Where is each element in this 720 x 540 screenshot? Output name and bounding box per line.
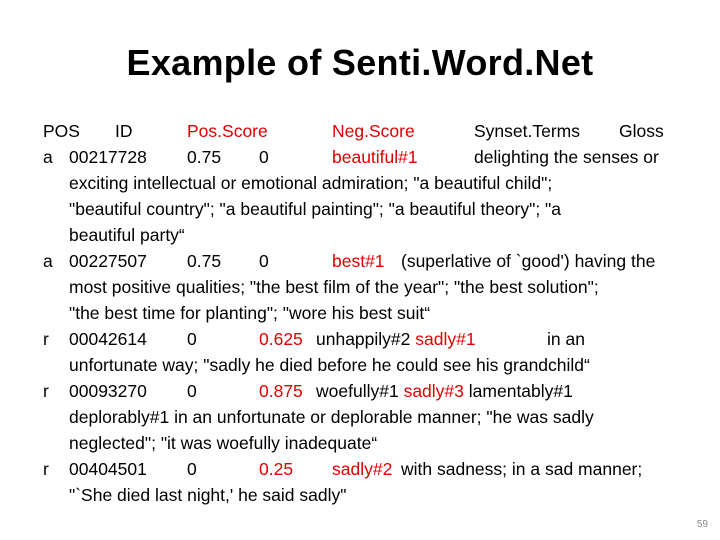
entry-id: 00093270 bbox=[69, 381, 147, 401]
entry-terms: best#1 bbox=[332, 251, 385, 271]
header-id: ID bbox=[115, 121, 133, 141]
entry-pos-score: 0 bbox=[187, 381, 197, 401]
entry-row bbox=[43, 456, 693, 482]
gloss-line: exciting intellectual or emotional admiration; "a beautiful child"; bbox=[69, 173, 553, 193]
entry-gloss-start: delighting the senses or bbox=[474, 147, 659, 167]
header-synset-terms: Synset.Terms bbox=[474, 121, 580, 141]
gloss-line: "beautiful country"; "a beautiful painting"; "a beautiful theory"; "a bbox=[69, 199, 561, 219]
entry-row bbox=[43, 378, 693, 404]
entry-pos: a bbox=[43, 147, 53, 167]
entry-gloss-start: in an bbox=[547, 329, 585, 349]
slide-title: Example of Senti.Word.Net bbox=[126, 42, 594, 83]
gloss-line: most positive qualities; "the best film of the year"; "the best solution"; bbox=[69, 277, 599, 297]
header-row bbox=[43, 118, 693, 144]
entry-gloss-start: (superlative of `good') having the bbox=[401, 251, 656, 271]
gloss-line: deplorably#1 in an unfortunate or deplorable manner; "he was sadly bbox=[69, 407, 594, 427]
entry-neg-score: 0 bbox=[259, 147, 269, 167]
entry-id: 00042614 bbox=[69, 329, 147, 349]
entry-id: 00217728 bbox=[69, 147, 147, 167]
entry-id: 00227507 bbox=[69, 251, 147, 271]
entry-row bbox=[43, 326, 693, 352]
entry-terms: beautiful#1 bbox=[332, 147, 418, 167]
entry-neg-score: 0.875 bbox=[259, 381, 303, 401]
entry-neg-score: 0.25 bbox=[259, 459, 294, 479]
header-neg-score: Neg.Score bbox=[332, 121, 415, 141]
header-gloss: Gloss bbox=[619, 121, 664, 141]
entry-pos-score: 0.75 bbox=[187, 147, 222, 167]
entry-pos-score: 0.75 bbox=[187, 251, 222, 271]
entry-terms: woefully#1 sadly#3 lamentably#1 bbox=[316, 381, 573, 401]
gloss-line: neglected"; "it was woefully inadequate“ bbox=[69, 433, 378, 453]
header-pos-score: Pos.Score bbox=[187, 121, 268, 141]
header-pos: POS bbox=[43, 121, 80, 141]
entry-terms: sadly#2 bbox=[332, 459, 393, 479]
entry-pos: a bbox=[43, 251, 53, 271]
entry-pos: r bbox=[43, 329, 49, 349]
entry-neg-score: 0 bbox=[259, 251, 269, 271]
entry-row bbox=[43, 248, 693, 274]
page-number: 59 bbox=[696, 519, 708, 530]
entry-pos: r bbox=[43, 381, 49, 401]
gloss-line: "`She died last night,' he said sadly" bbox=[69, 485, 347, 505]
entry-pos-score: 0 bbox=[187, 329, 197, 349]
entry-id: 00404501 bbox=[69, 459, 147, 479]
gloss-line: "the best time for planting"; "wore his best suit“ bbox=[69, 303, 431, 323]
entry-row bbox=[43, 144, 693, 170]
entry-gloss-start: with sadness; in a sad manner; bbox=[401, 459, 643, 479]
sentiwordnet-table bbox=[43, 118, 693, 508]
gloss-line: unfortunate way; "sadly he died before he could see his grandchild“ bbox=[69, 355, 590, 375]
entry-pos-score: 0 bbox=[187, 459, 197, 479]
entry-neg-score: 0.625 bbox=[259, 329, 303, 349]
entry-terms: unhappily#2 sadly#1 bbox=[316, 329, 476, 349]
gloss-line: beautiful party“ bbox=[69, 225, 185, 245]
entry-pos: r bbox=[43, 459, 49, 479]
